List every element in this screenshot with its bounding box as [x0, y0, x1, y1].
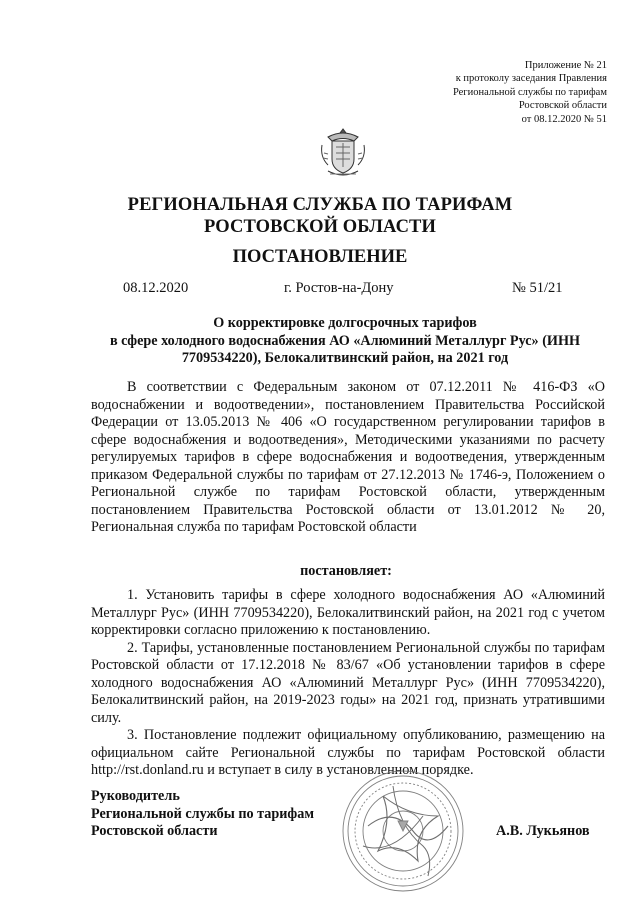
resolution-item: 3. Постановление подлежит официальному опубликованию, размещению на официальном сайте Региональной службы по тарифам Ростовской области http://rst.donland.ru и вступает в силу в установленном порядке.	[91, 727, 605, 778]
signatory-title	[91, 788, 314, 841]
signatory-title-line: Руководитель	[91, 788, 180, 804]
resolution-item: 1. Установить тарифы в сфере холодного водоснабжения АО «Алюминий Металлург Рус» (ИНН 7709534220), Белокалитвинский район, на 2021 год с учетом корректировки согласно приложению к постановлению.	[91, 587, 605, 638]
coat-of-arms-icon	[318, 123, 368, 179]
subject-line: 7709534220), Белокалитвинский район, на 2021 год	[181, 350, 509, 366]
subject-line: О корректировке долгосрочных тарифов	[213, 315, 477, 331]
document-date: 08.12.2020	[123, 280, 189, 296]
resolution-items	[91, 587, 605, 780]
appendix-line: Приложение № 21	[524, 60, 607, 71]
appendix-line: Ростовской области	[518, 100, 607, 112]
signatory-name: А.В. Лукьянов	[496, 823, 590, 839]
appendix-line: от 08.12.2020 № 51	[521, 113, 607, 125]
subject-line: в сфере холодного водоснабжения АО «Алюминий Металлург Рус» (ИНН	[109, 332, 581, 349]
document-type: ПОСТАНОВЛЕНИЕ	[232, 247, 408, 267]
signatory-title-line: Ростовской области	[91, 823, 218, 839]
appendix-reference	[453, 59, 607, 126]
signatory-title-line: Региональной службы по тарифам	[91, 805, 315, 822]
official-seal-icon	[338, 766, 468, 896]
organization-region: РОСТОВСКОЙ ОБЛАСТИ	[204, 217, 436, 237]
resolves-heading: постановляет:	[300, 563, 392, 579]
organization-name: РЕГИОНАЛЬНАЯ СЛУЖБА ПО ТАРИФАМ	[127, 195, 513, 215]
preamble	[91, 379, 605, 537]
appendix-line: Региональной службы по тарифам	[452, 86, 607, 98]
appendix-line: к протоколу заседания Правления	[455, 73, 607, 85]
document-city: г. Ростов-на-Дону	[284, 280, 394, 296]
preamble-text: В соответствии с Федеральным законом от 07.12.2011 № 416-ФЗ «О водоснабжении и водоотведении», постановлением Правительства Российской Федерации от 13.05.2013 № 406 «О государственном регулировании тарифов в сфере водоснабжения и водоотведения», Методическими указаниями по расчету регулируемых тарифов в сфере водоснабжения и водоотведения, утвержденным приказом Федеральной службы по тарифам от 27.12.2013 № 1746-э, Положением о Региональной службе по тарифам Ростовской области, утвержденным постановлением Правительства Ростовской области от 13.01.2012 № 20, Региональная служба по тарифам Ростовской области	[91, 379, 605, 535]
document-subject	[85, 315, 605, 368]
document-number: № 51/21	[512, 280, 563, 296]
resolution-item: 2. Тарифы, установленные постановлением Региональной службы по тарифам Ростовской области от 17.12.2018 № 83/67 «Об установлении тарифов в сфере холодного водоснабжения АО «Алюминий Металлург Рус» (ИНН 7709534220), Белокалитвинский район, на 2019-2023 годы» на 2021 год, признать утратившими силу.	[91, 639, 605, 726]
